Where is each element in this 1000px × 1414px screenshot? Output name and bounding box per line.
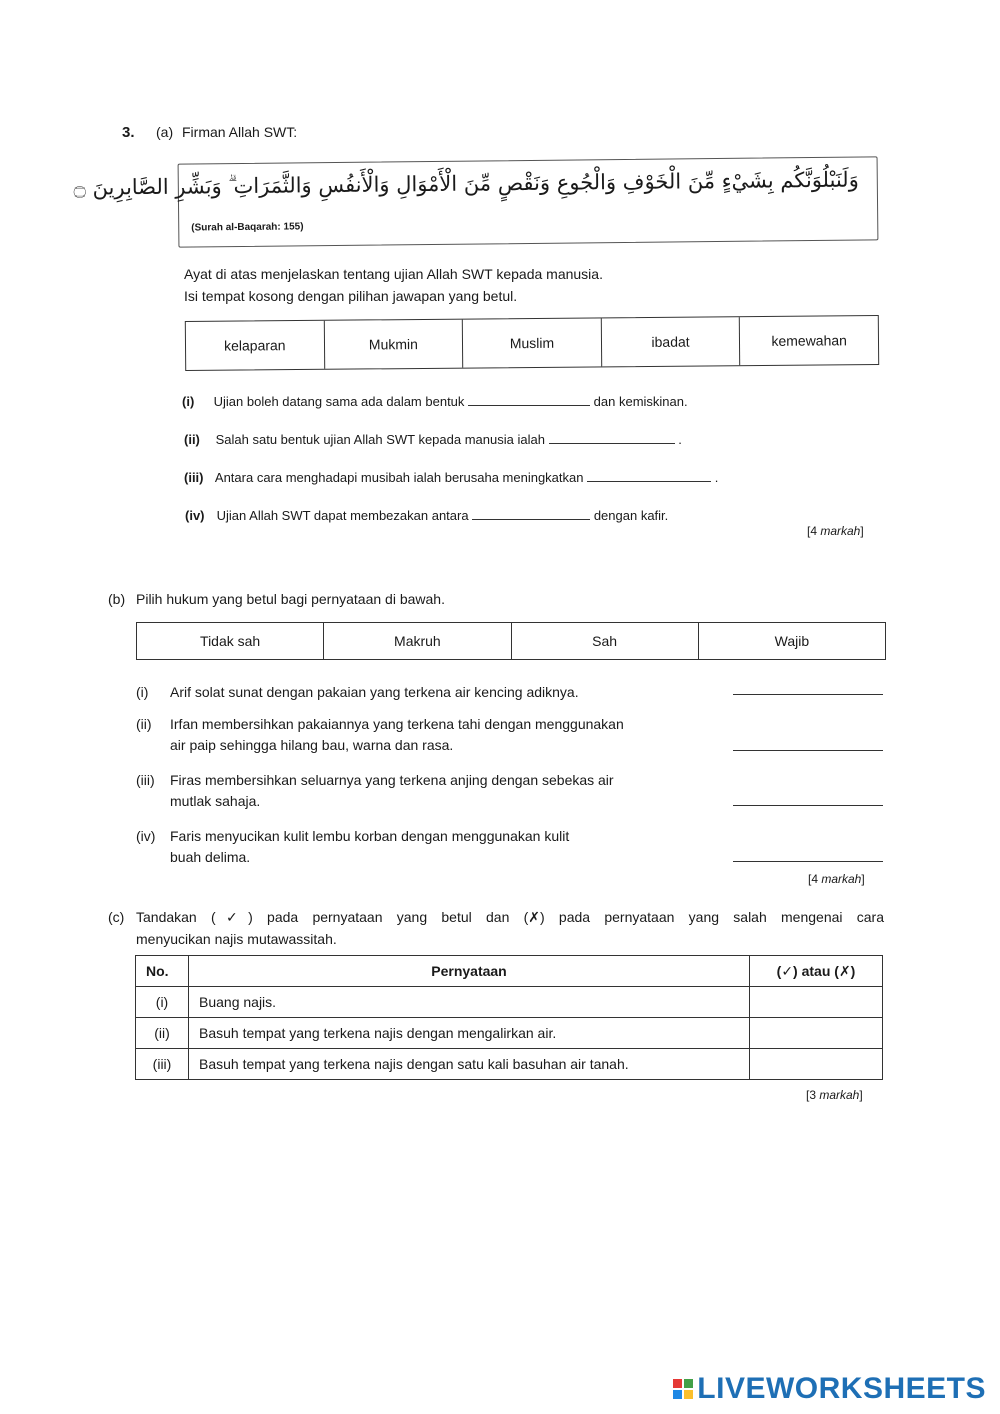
- item-text: Firas membersihkan seluarnya yang terkena anjing dengan sebekas air: [170, 772, 614, 788]
- answer-line-b1[interactable]: [733, 694, 883, 695]
- part-c-instruction-1: Tandakan (✓) pada pernyataan yang betul dan (✗) pada pernyataan yang salah mengenai cara: [136, 909, 884, 925]
- row-statement: Buang najis.: [189, 987, 750, 1018]
- item-number: (iv): [136, 828, 156, 844]
- option-tidak-sah[interactable]: Tidak sah: [137, 623, 324, 659]
- marks-num: [3: [806, 1088, 820, 1102]
- marks-word: markah: [821, 872, 862, 886]
- item-text-after: dengan kafir.: [593, 508, 669, 523]
- option-sah[interactable]: Sah: [512, 623, 699, 659]
- part-a-title: Firman Allah SWT:: [182, 124, 298, 140]
- item-text-after: .: [678, 432, 682, 447]
- answer-line-b4[interactable]: [733, 861, 883, 862]
- marks-close: ]: [859, 1088, 863, 1102]
- verse-box: [73, 156, 879, 247]
- item-number: (iii): [184, 470, 204, 485]
- row-statement: Basuh tempat yang terkena najis dengan mengalirkan air.: [189, 1018, 750, 1049]
- row-no: (ii): [136, 1018, 189, 1049]
- marks-close: ]: [861, 872, 865, 886]
- part-a-marks: [807, 524, 864, 538]
- item-text-line2: mutlak sahaja.: [170, 793, 261, 809]
- logo-square: [684, 1379, 693, 1388]
- option-wajib[interactable]: Wajib: [774, 633, 810, 649]
- answer-blank-a3[interactable]: [587, 481, 711, 482]
- marks-close: ]: [860, 524, 864, 538]
- marks-num: [4: [808, 872, 822, 886]
- verse-reference: (Surah al-Baqarah: 155): [191, 221, 304, 234]
- part-c-instruction-2: menyucikan najis mutawassitah.: [136, 931, 337, 947]
- part-b-item-1: [136, 682, 579, 703]
- row-mark-cell[interactable]: [750, 1018, 883, 1049]
- item-number: (ii): [136, 716, 152, 732]
- part-b-label: (b): [108, 591, 126, 607]
- answer-blank-a2[interactable]: [549, 443, 675, 444]
- part-b-options-table: [136, 622, 886, 660]
- option-kemewahan[interactable]: kemewahan: [771, 332, 847, 349]
- item-text: Ujian Allah SWT dapat membezakan antara: [216, 508, 469, 523]
- part-a-label: (a): [156, 124, 174, 140]
- part-b-instruction: Pilih hukum yang betul bagi pernyataan di bawah.: [136, 591, 445, 607]
- row-no: (iii): [136, 1049, 189, 1080]
- part-a-options-table: [185, 315, 879, 371]
- marks-word: markah: [820, 524, 861, 538]
- table-row: [136, 1049, 883, 1080]
- option-muslim[interactable]: Muslim: [463, 318, 602, 367]
- row-no: (i): [136, 987, 189, 1018]
- item-text: Salah satu bentuk ujian Allah SWT kepada manusia ialah: [215, 432, 545, 447]
- logo-square: [673, 1379, 682, 1388]
- item-text: Antara cara menghadapi musibah ialah berusaha meningkatkan: [214, 470, 584, 485]
- brand-text: LIVEWORKSHEETS: [697, 1372, 986, 1405]
- part-c-marks: [806, 1088, 863, 1102]
- part-c-label: (c): [108, 909, 125, 925]
- part-a-instruction-1: Ayat di atas menjelaskan tentang ujian Allah SWT kepada manusia.: [184, 266, 603, 282]
- table-row: [136, 1018, 883, 1049]
- item-text-after: .: [714, 470, 719, 485]
- liveworksheets-logo-icon: [673, 1379, 693, 1399]
- marks-num: [4: [807, 524, 821, 538]
- item-text: Faris menyucikan kulit lembu korban dengan menggunakan kulit: [170, 828, 570, 844]
- answer-line-b2[interactable]: [733, 750, 883, 751]
- logo-square: [684, 1390, 693, 1399]
- part-b-item-2: [136, 714, 624, 756]
- logo-square: [673, 1390, 682, 1399]
- answer-blank-a4[interactable]: [472, 519, 590, 520]
- header-no: No.: [136, 956, 189, 987]
- part-b-item-4: [136, 826, 569, 868]
- part-a-item-1: [182, 394, 688, 409]
- part-a-item-2: [184, 432, 682, 447]
- item-number: (iii): [136, 772, 155, 788]
- header-mark: (✓) atau (✗): [750, 956, 883, 987]
- item-number: (ii): [184, 432, 200, 447]
- item-text-line2: buah delima.: [170, 849, 251, 865]
- item-text: Ujian boleh datang sama ada dalam bentuk: [213, 394, 465, 409]
- table-row: [136, 987, 883, 1018]
- part-a-item-3: [184, 470, 718, 485]
- answer-line-b3[interactable]: [733, 805, 883, 806]
- item-number: (i): [136, 684, 149, 700]
- row-mark-cell[interactable]: [750, 1049, 883, 1080]
- part-b-marks: [808, 872, 865, 886]
- item-text: Arif solat sunat dengan pakaian yang terkena air kencing adiknya.: [170, 684, 579, 700]
- verse-arabic: وَلَنَبْلُوَنَّكُم بِشَيْءٍ مِّنَ الْخَوْفِ وَالْجُوعِ وَنَقْصٍ مِّنَ الْأَمْوَالِ وَالْأَنفُسِ وَالثَّمَرَاتِ ۗ وَبَشِّرِ الصَّابِرِينَ ۝: [73, 167, 859, 200]
- part-c-table: [135, 955, 883, 1080]
- item-text-line2: air paip sehingga hilang bau, warna dan rasa.: [170, 737, 454, 753]
- item-text-after: dan kemiskinan.: [593, 394, 688, 409]
- row-mark-cell[interactable]: [750, 987, 883, 1018]
- liveworksheets-brand: [673, 1372, 986, 1406]
- answer-blank-a1[interactable]: [468, 405, 590, 406]
- row-statement: Basuh tempat yang terkena najis dengan satu kali basuhan air tanah.: [189, 1049, 750, 1080]
- option-kelaparan[interactable]: kelaparan: [186, 321, 325, 370]
- item-number: (iv): [185, 508, 205, 523]
- item-text: Irfan membersihkan pakaiannya yang terkena tahi dengan menggunakan: [170, 716, 624, 732]
- question-number: 3.: [122, 124, 135, 141]
- part-b-item-3: [136, 770, 614, 812]
- option-makruh[interactable]: Makruh: [324, 623, 511, 659]
- header-statement: Pernyataan: [189, 956, 750, 987]
- marks-word: markah: [819, 1088, 860, 1102]
- part-a-item-4: [185, 508, 668, 523]
- option-mukmin[interactable]: Mukmin: [324, 320, 463, 369]
- item-number: (i): [182, 394, 195, 409]
- part-a-instruction-2: Isi tempat kosong dengan pilihan jawapan yang betul.: [184, 288, 518, 304]
- option-ibadat[interactable]: ibadat: [602, 317, 741, 366]
